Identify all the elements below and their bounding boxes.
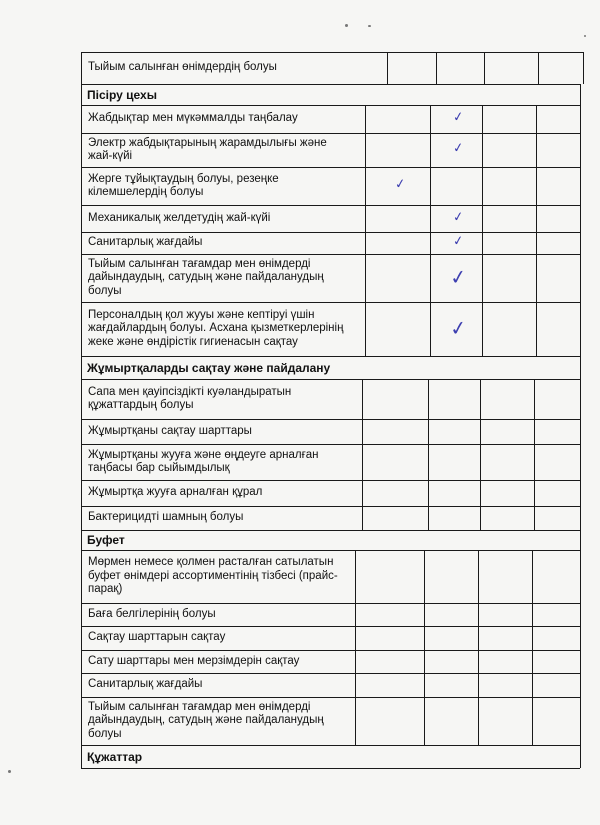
table-column-rule <box>81 379 82 419</box>
mark-cell <box>365 205 430 232</box>
criterion-label: Сақтау шарттарын сақтау <box>88 631 226 644</box>
table-column-rule <box>81 745 82 768</box>
table-column-rule <box>580 84 581 105</box>
mark-cell <box>365 254 430 302</box>
mark-cell <box>428 506 480 530</box>
mark-cell <box>355 603 424 626</box>
criterion-label: Сату шарттары мен мерзімдерін сақтау <box>88 654 300 667</box>
mark-cell <box>424 626 478 650</box>
table-column-rule <box>580 167 581 205</box>
criterion-label: Жабдықтар мен мүкәммалды таңбалау <box>88 112 298 125</box>
mark-cell <box>428 444 480 480</box>
mark-cell <box>532 673 580 697</box>
criterion-label: Баға белгілерінің болуы <box>88 607 216 620</box>
mark-cell <box>428 379 480 419</box>
mark-cell <box>532 603 580 626</box>
table-column-rule <box>580 697 581 745</box>
table-rule <box>81 768 580 769</box>
mark-cell <box>532 650 580 673</box>
mark-cell <box>532 550 580 603</box>
criterion-label: Санитарлық жағдайы <box>88 678 203 691</box>
table-column-rule <box>580 530 581 550</box>
table-column-rule <box>580 603 581 626</box>
table-column-rule <box>81 302 82 356</box>
criterion-label: Жерге тұйықтаудың болуы, резеңке кілемшелердің болуы <box>88 172 279 198</box>
table-column-rule <box>580 480 581 506</box>
criterion-label: Механикалық желдетудің жай-күйі <box>88 211 271 224</box>
table-column-rule <box>81 205 82 232</box>
mark-cell <box>478 697 532 745</box>
mark-cell <box>480 419 534 444</box>
mark-cell <box>428 419 480 444</box>
mark-cell <box>355 550 424 603</box>
mark-cell <box>482 133 536 167</box>
criterion-label: Электр жабдықтарының жарамдылығы және жай-күйі <box>88 136 327 162</box>
criterion-label: Жұмыртқа жууға арналған құрал <box>88 486 263 499</box>
mark-cell <box>480 506 534 530</box>
mark-cell <box>482 105 536 133</box>
table-column-rule <box>583 52 584 84</box>
handwritten-check-icon: ✓ <box>452 208 465 226</box>
handwritten-check-icon: ✓ <box>448 314 469 342</box>
mark-cell <box>536 254 580 302</box>
table-column-rule <box>580 379 581 419</box>
mark-cell <box>536 232 580 254</box>
criterion-label: Тыйым салынған тағамдар мен өнімдерді дайындаудың, сатудың және пайдаланудың болуы <box>88 700 324 740</box>
mark-cell <box>436 52 484 84</box>
mark-cell <box>424 650 478 673</box>
mark-cell <box>362 379 428 419</box>
table-column-rule <box>580 550 581 603</box>
mark-cell <box>536 105 580 133</box>
section-row <box>81 530 580 550</box>
mark-cell <box>355 650 424 673</box>
mark-cell <box>482 167 536 205</box>
table-column-rule <box>81 232 82 254</box>
mark-cell <box>365 133 430 167</box>
mark-cell <box>536 205 580 232</box>
table-column-rule <box>580 232 581 254</box>
mark-cell <box>478 603 532 626</box>
mark-cell <box>365 302 430 356</box>
table-column-rule <box>580 105 581 133</box>
mark-cell <box>478 626 532 650</box>
criterion-label: Жұмыртқаны жууға және өңдеуге арналған таңбасы бар сыйымдылық <box>88 448 319 474</box>
table-column-rule <box>81 167 82 205</box>
criterion-label: Тыйым салынған тағамдар мен өнімдерді дайындаудың, сатудың және пайдаланудың болуы <box>88 257 324 297</box>
criterion-label: Тыйым салынған өнімдердің болуы <box>88 61 277 74</box>
handwritten-check-icon: ✓ <box>393 176 407 193</box>
mark-cell <box>424 673 478 697</box>
table-column-rule <box>580 444 581 480</box>
criterion-label: Санитарлық жағдайы <box>88 236 203 249</box>
mark-cell <box>424 697 478 745</box>
criterion-label: Жұмыртқаны сақтау шарттары <box>88 424 252 437</box>
table-column-rule <box>580 205 581 232</box>
table-column-rule <box>81 530 82 550</box>
handwritten-check-icon: ✓ <box>452 233 465 250</box>
mark-cell <box>355 673 424 697</box>
handwritten-check-icon: ✓ <box>448 263 469 291</box>
table-column-rule <box>81 603 82 626</box>
mark-cell <box>482 232 536 254</box>
mark-cell <box>532 697 580 745</box>
table-column-rule <box>81 697 82 745</box>
criterion-label: Бактерицидті шамның болуы <box>88 511 244 524</box>
table-column-rule <box>580 254 581 302</box>
table-column-rule <box>81 550 82 603</box>
mark-cell <box>362 444 428 480</box>
mark-cell <box>484 52 538 84</box>
mark-cell <box>430 167 482 205</box>
mark-cell <box>387 52 436 84</box>
section-row <box>81 745 580 768</box>
mark-cell <box>362 506 428 530</box>
table-column-rule <box>81 480 82 506</box>
table-column-rule <box>81 356 82 379</box>
mark-cell <box>482 302 536 356</box>
table-column-rule <box>81 419 82 444</box>
table-column-rule <box>81 650 82 673</box>
criterion-label: Мөрмен немесе қолмен расталған сатылатын буфет өнімдері ассортиментінің тізбесі (прайс- парақ) <box>88 556 338 596</box>
mark-cell <box>532 626 580 650</box>
table-column-rule <box>81 444 82 480</box>
mark-cell <box>482 254 536 302</box>
table-column-rule <box>81 105 82 133</box>
table-column-rule <box>580 506 581 530</box>
mark-cell <box>536 302 580 356</box>
mark-cell <box>365 105 430 133</box>
criterion-label: Персоналдың қол жууы және кептіруі үшін жағдайлардың болуы. Асхана қызметкерлерінің жеке және өндірістік гигиенасын сақтау <box>88 308 344 348</box>
mark-cell <box>534 419 580 444</box>
section-title: Құжаттар <box>87 749 143 764</box>
table-column-rule <box>81 506 82 530</box>
mark-cell <box>538 52 583 84</box>
mark-cell <box>534 444 580 480</box>
mark-cell <box>534 379 580 419</box>
handwritten-check-icon: ✓ <box>452 140 465 157</box>
table-column-rule <box>580 626 581 650</box>
mark-cell <box>428 480 480 506</box>
mark-cell <box>362 480 428 506</box>
table-column-rule <box>81 84 82 105</box>
mark-cell <box>480 480 534 506</box>
section-title: Жұмыртқаларды сақтау және пайдалану <box>87 360 331 375</box>
table-column-rule <box>81 254 82 302</box>
table-column-rule <box>81 133 82 167</box>
mark-cell <box>534 480 580 506</box>
mark-cell <box>478 673 532 697</box>
section-title: Пісіру цехы <box>87 87 157 102</box>
mark-cell <box>480 444 534 480</box>
handwritten-check-icon: ✓ <box>452 109 465 126</box>
table-column-rule <box>580 302 581 356</box>
mark-cell <box>355 697 424 745</box>
table-column-rule <box>580 650 581 673</box>
table-column-rule <box>81 626 82 650</box>
table-column-rule <box>580 133 581 167</box>
mark-cell <box>478 650 532 673</box>
mark-cell <box>536 133 580 167</box>
mark-cell <box>480 379 534 419</box>
mark-cell <box>355 626 424 650</box>
mark-cell <box>362 419 428 444</box>
section-title: Буфет <box>87 533 125 547</box>
table-column-rule <box>580 356 581 379</box>
mark-cell <box>424 603 478 626</box>
mark-cell <box>482 205 536 232</box>
table-column-rule <box>580 745 581 768</box>
table-column-rule <box>580 673 581 697</box>
mark-cell <box>424 550 478 603</box>
table-column-rule <box>580 419 581 444</box>
table-column-rule <box>81 52 82 84</box>
mark-cell <box>365 232 430 254</box>
mark-cell <box>536 167 580 205</box>
table-column-rule <box>81 673 82 697</box>
mark-cell <box>478 550 532 603</box>
mark-cell <box>534 506 580 530</box>
criterion-label: Сапа мен қауіпсіздікті куәландыратын құжаттардың болуы <box>88 385 292 411</box>
